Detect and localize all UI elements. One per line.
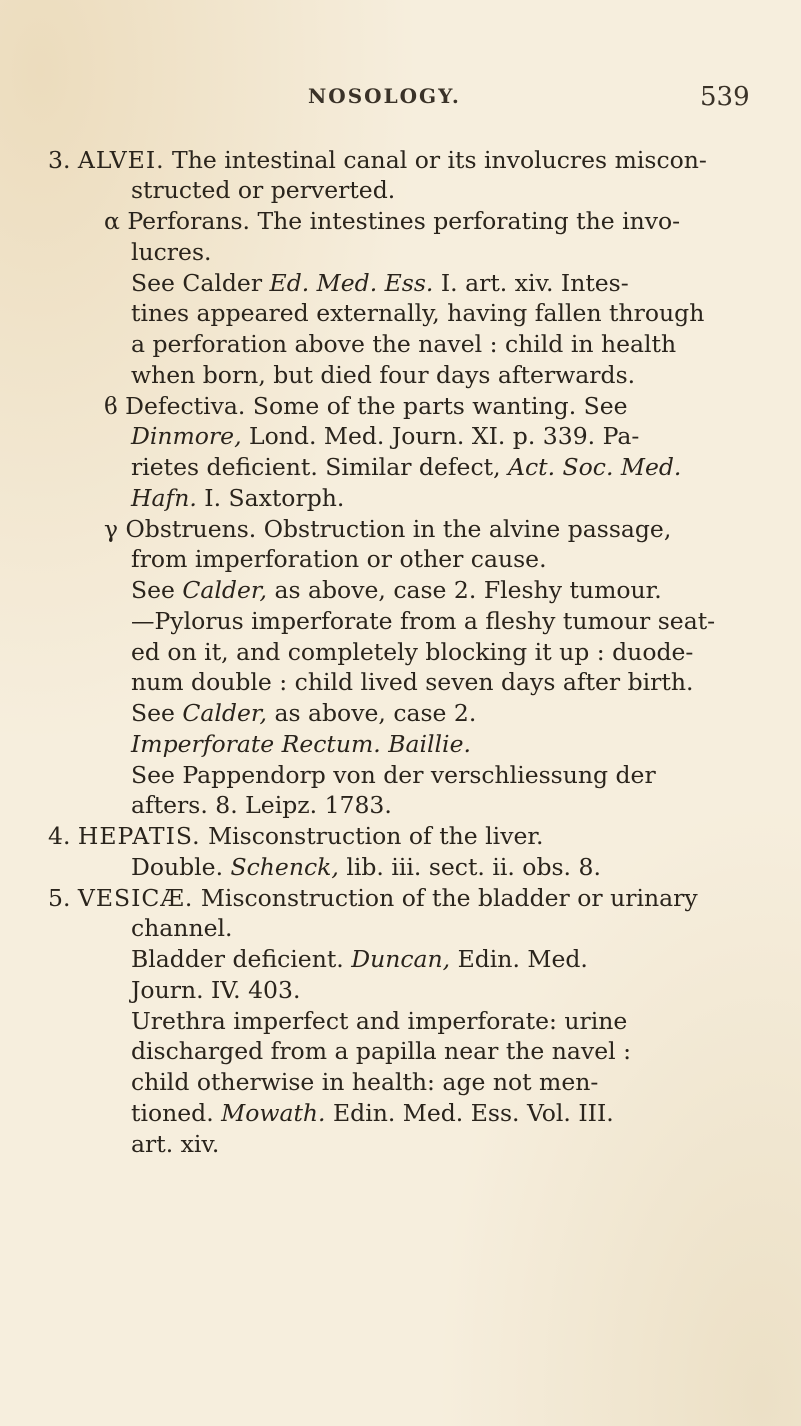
text-line: 4. HEPATIS. Misconstruction of the liver. xyxy=(48,822,544,850)
text-line: Hafn. I. Saxtorph. xyxy=(131,484,345,512)
text-line: when born, but died four days afterwards. xyxy=(131,361,636,389)
text-line: structed or perverted. xyxy=(131,176,396,204)
text-line: a perforation above the navel : child in health xyxy=(131,330,677,358)
text-line: See Calder Ed. Med. Ess. I. art. xiv. Intes- xyxy=(131,269,629,297)
text-line: art. xiv. xyxy=(131,1130,220,1158)
text-line: —Pylorus imperforate from a fleshy tumour seat- xyxy=(131,607,716,635)
text-line: Bladder deficient. Duncan, Edin. Med. xyxy=(131,945,588,973)
text-line: ed on it, and completely blocking it up : duode- xyxy=(131,638,694,666)
text-line: rietes deficient. Similar defect, Act. Soc. Med. xyxy=(131,453,682,481)
text-line: tioned. Mowath. Edin. Med. Ess. Vol. III. xyxy=(131,1099,614,1127)
text-line: See Pappendorp von der verschliessung der xyxy=(131,761,656,789)
page-number: 539 xyxy=(700,82,750,112)
text-line: Urethra imperfect and imperforate: urine xyxy=(131,1007,628,1035)
text-line: Dinmore, Lond. Med. Journ. XI. p. 339. Pa- xyxy=(131,422,640,450)
text-line: from imperforation or other cause. xyxy=(131,545,547,573)
text-line: discharged from a papilla near the navel : xyxy=(131,1037,632,1065)
running-head: NOSOLOGY. xyxy=(308,84,461,108)
text-line: tines appeared externally, having fallen through xyxy=(131,299,705,327)
text-line: ϐ Defectiva. Some of the parts wanting. See xyxy=(104,392,628,420)
text-line: Double. Schenck, lib. iii. sect. ii. obs. 8. xyxy=(131,853,601,881)
page-header xyxy=(0,84,801,124)
text-line: α Perforans. The intestines perforating the invo- xyxy=(104,207,681,235)
text-line: afters. 8. Leipz. 1783. xyxy=(131,791,392,819)
text-line: See Calder, as above, case 2. Fleshy tumour. xyxy=(131,576,662,604)
text-line: Journ. IV. 403. xyxy=(131,976,301,1004)
text-line: child otherwise in health: age not men- xyxy=(131,1068,599,1096)
text-line: channel. xyxy=(131,914,233,942)
text-line: lucres. xyxy=(131,238,212,266)
text-line: γ Obstruens. Obstruction in the alvine passage, xyxy=(104,515,672,543)
text-line: 5. VESICÆ. Misconstruction of the bladder or urinary xyxy=(48,884,698,912)
text-line: See Calder, as above, case 2. xyxy=(131,699,477,727)
text-line: num double : child lived seven days after birth. xyxy=(131,668,694,696)
text-line: Imperforate Rectum. Baillie. xyxy=(131,730,471,758)
text-line: 3. ALVEI. The intestinal canal or its involucres miscon- xyxy=(48,146,707,174)
